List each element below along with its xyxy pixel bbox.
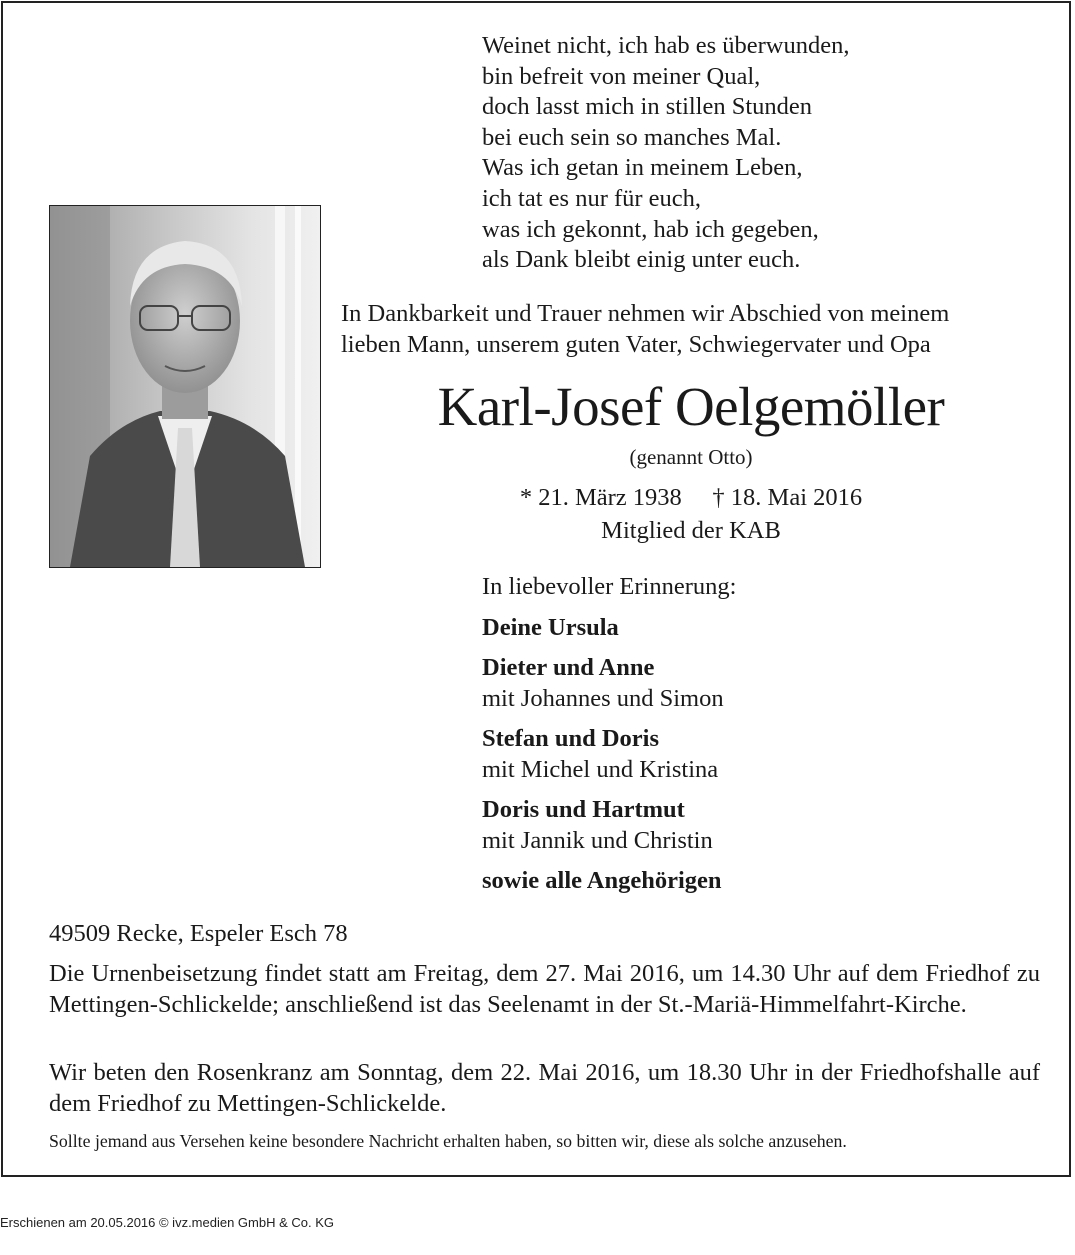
poem-line: als Dank bleibt einig unter euch. <box>482 246 801 274</box>
publication-footer: Erschienen am 20.05.2016 © ivz.medien GmbH & Co. KG <box>0 1215 335 1230</box>
birth-date: * 21. März 1938 <box>519 484 682 511</box>
deceased-nickname: (genannt Otto) <box>629 445 753 469</box>
poem-line: Was ich getan in meinem Leben, <box>482 154 803 182</box>
intro-line: In Dankbarkeit und Trauer nehmen wir Abschied von meinem <box>341 300 950 327</box>
deceased-name: Karl-Josef Oelgemöller <box>437 376 945 437</box>
rosary-paragraph: Wir beten den Rosenkranz am Sonntag, dem 22. Mai 2016, um 18.30 Uhr in der Friedhofshalle auf dem Friedhof zu Mettingen-Schlickelde. <box>49 1059 1040 1117</box>
poem-line: bei euch sein so manches Mal. <box>482 123 782 151</box>
intro-line: lieben Mann, unserem guten Vater, Schwiegervater und Opa <box>341 330 931 358</box>
intro-text <box>341 299 949 360</box>
life-dates <box>341 483 1041 513</box>
wife-name: Deine Ursula <box>482 613 619 641</box>
death-date: † 18. Mai 2016 <box>712 484 863 511</box>
family-closing: sowie alle Angehörigen <box>482 867 722 894</box>
poem-line: bin befreit von meiner Qual, <box>482 62 761 90</box>
address: 49509 Recke, Espeler Esch 78 <box>49 920 348 947</box>
family-children: mit Johannes und Simon <box>482 684 724 712</box>
poem-line: ich tat es nur für euch, <box>482 184 702 212</box>
poem-line: Weinet nicht, ich hab es überwunden, <box>482 32 850 59</box>
family-children: mit Jannik und Christin <box>482 826 713 854</box>
portrait-illustration <box>50 206 320 567</box>
poem-line: was ich gekonnt, hab ich gegeben, <box>482 215 819 243</box>
family-children: mit Michel und Kristina <box>482 755 719 783</box>
family-names: Stefan und Doris <box>482 725 659 752</box>
notice-text: Sollte jemand aus Versehen keine besondere Nachricht erhalten haben, so bitten wir, diese als solche anzusehen. <box>49 1131 847 1151</box>
obituary-frame <box>1 1 1071 1177</box>
family-names: Dieter und Anne <box>482 654 655 681</box>
poem-line: doch lasst mich in stillen Stunden <box>482 93 813 121</box>
membership: Mitglied der KAB <box>601 517 781 544</box>
mourners-list <box>482 572 736 897</box>
portrait-photo <box>49 205 321 568</box>
family-heading: In liebevoller Erinnerung: <box>482 573 737 600</box>
burial-paragraph: Die Urnenbeisetzung findet statt am Freitag, dem 27. Mai 2016, um 14.30 Uhr auf dem Friedhof zu Mettingen-Schlickelde; anschließend ist das Seelenamt in der St.-Mariä-Himmelfahrt-Kirche. <box>49 960 1040 1018</box>
family-names: Doris und Hartmut <box>482 796 685 823</box>
poem <box>482 31 849 276</box>
